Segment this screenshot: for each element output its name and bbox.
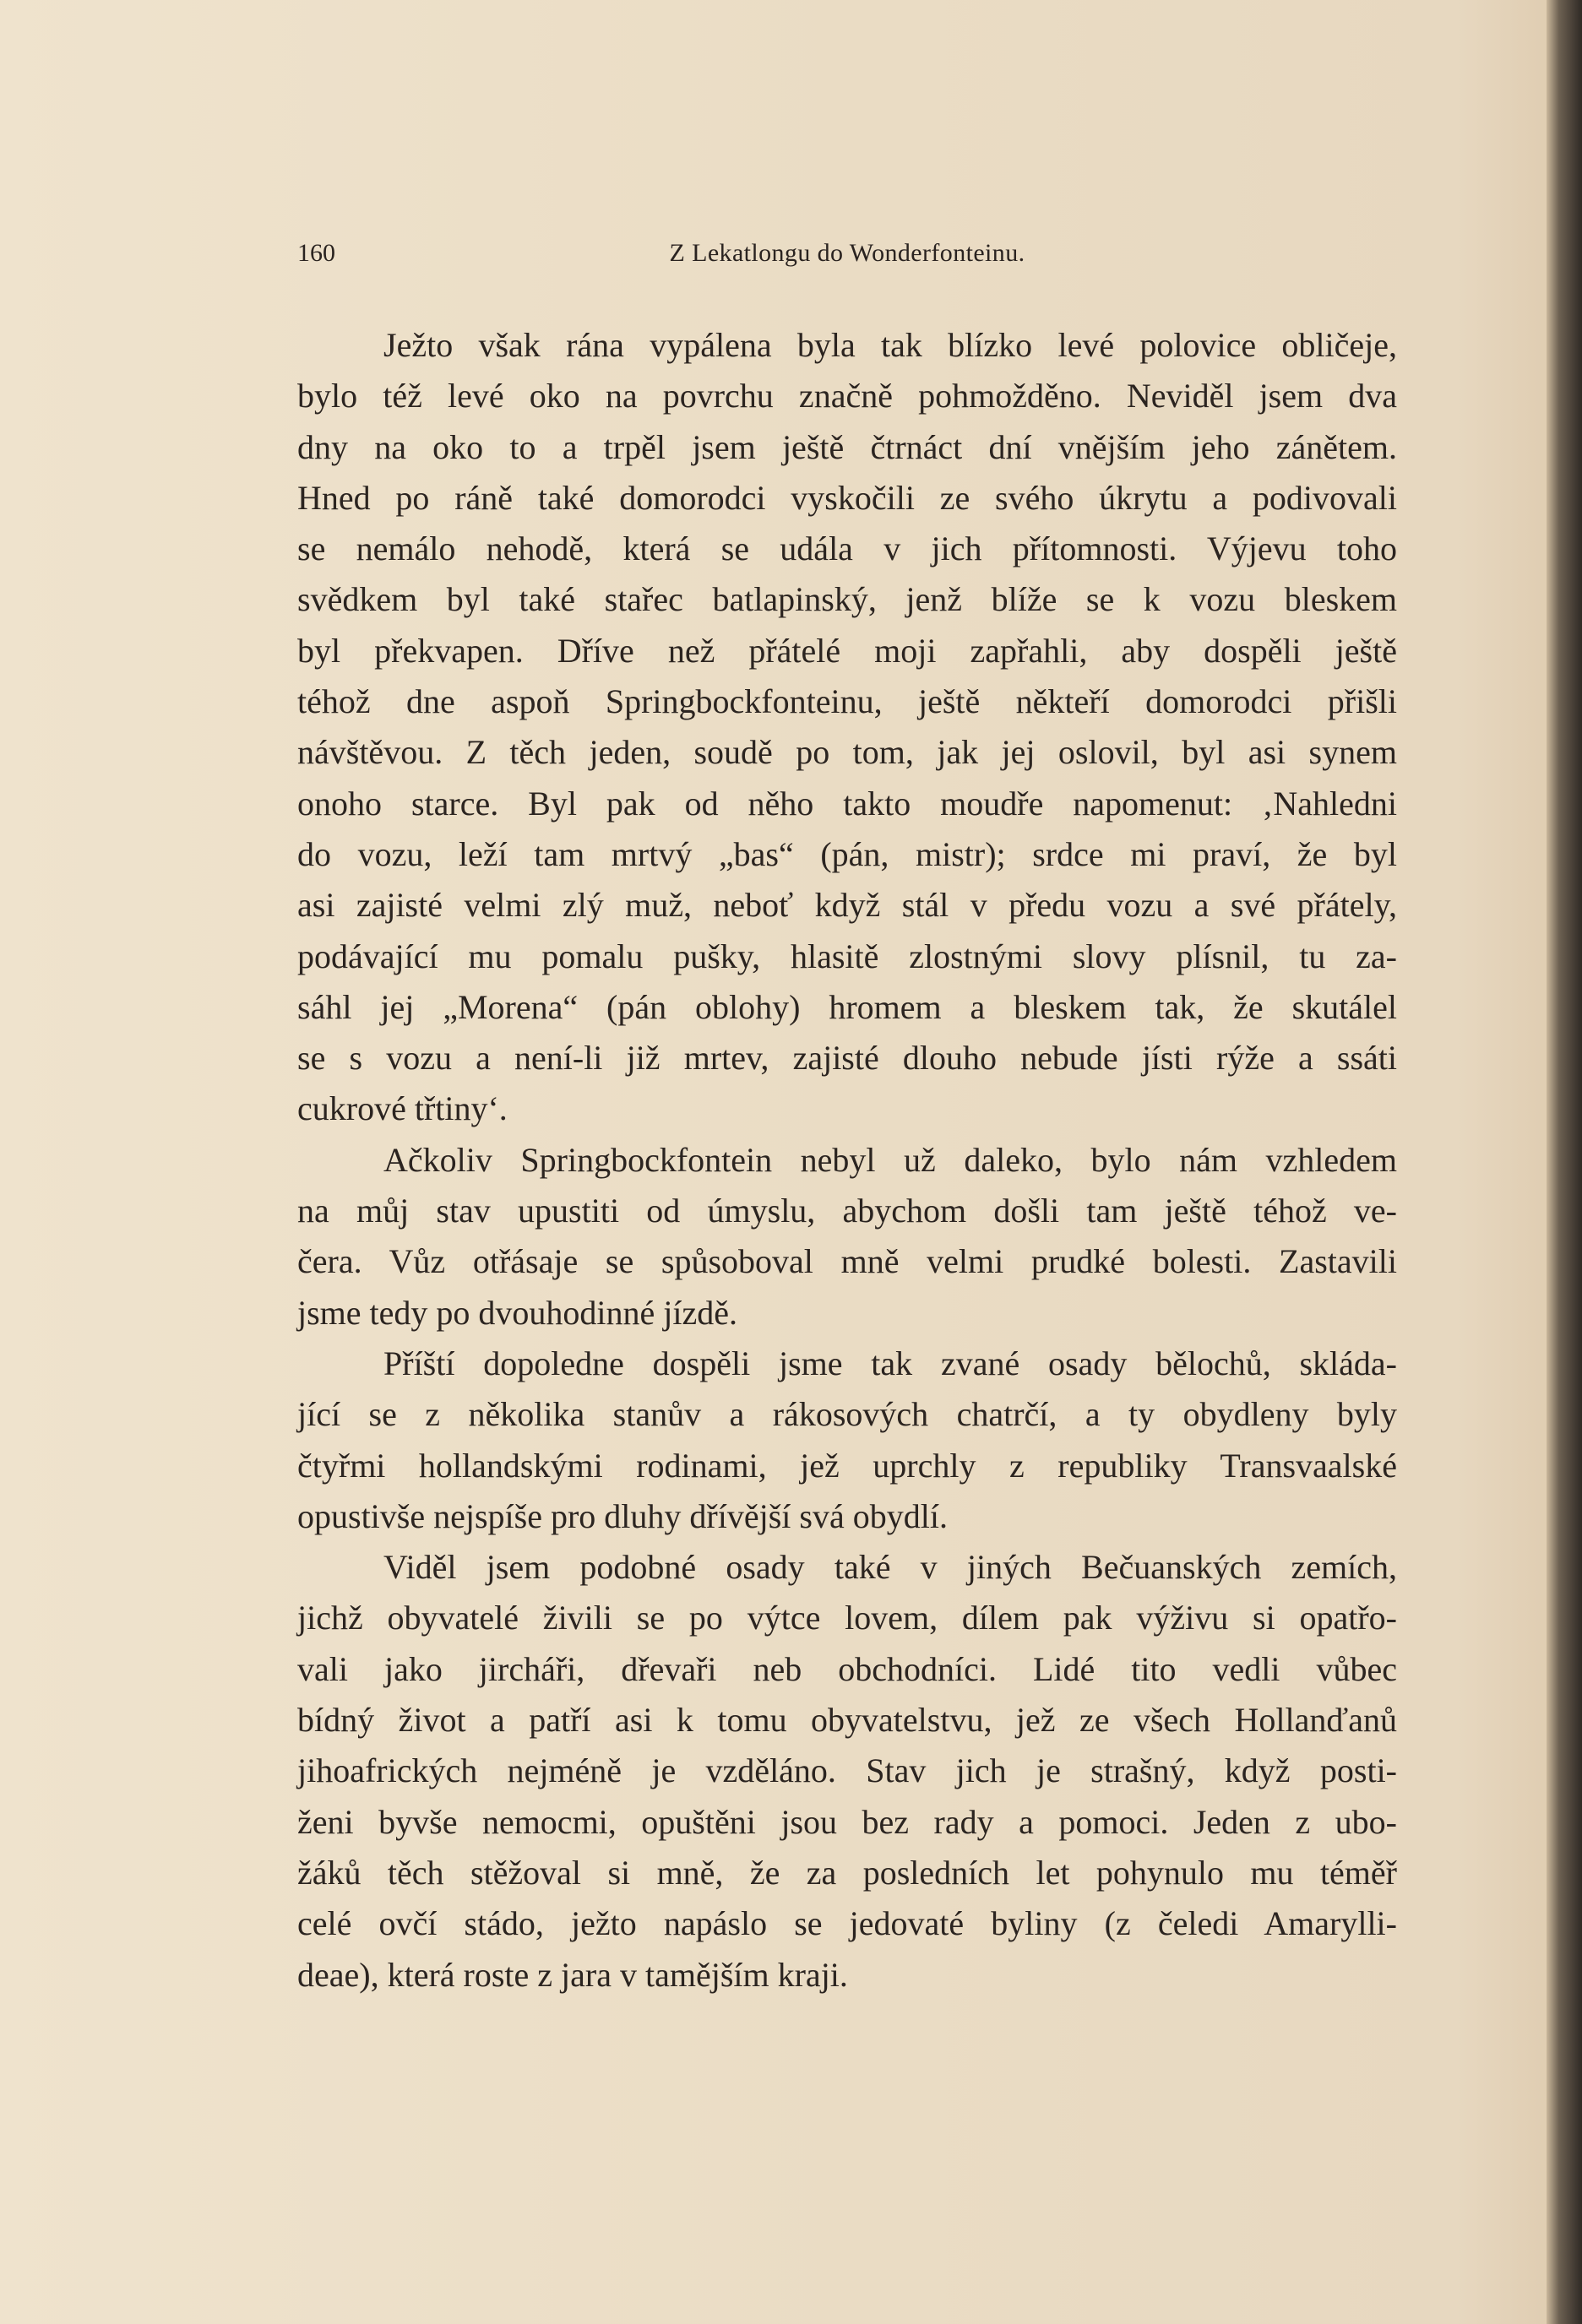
paragraph	[297, 1338, 1397, 1542]
paragraph	[297, 320, 1397, 1135]
paragraph	[297, 1135, 1397, 1338]
text-line: Viděl jsem podobné osady také v jiných Bečuanských zemích,	[383, 1548, 1397, 1587]
running-title: Z Lekatlongu do Wonderfonteinu.	[669, 239, 1025, 267]
text-line: Ježto však rána vypálena byla tak blízko levé polovice obličeje,	[383, 326, 1397, 364]
text-line: jichž obyvatelé živili se po výtce lovem, dílem pak výživu si opatřo-	[297, 1599, 1397, 1637]
text-line: se nemálo nehodě, která se udála v jich přítomnosti. Výjevu toho	[297, 529, 1397, 568]
page-number: 160	[297, 239, 335, 267]
text-line: Ačkoliv Springbockfontein nebyl už daleko, bylo nám vzhledem	[383, 1140, 1397, 1179]
text-line: asi zajisté velmi zlý muž, neboť když stál v předu vozu a své přátely,	[297, 886, 1397, 925]
text-line: čera. Vůz otřásaje se spůsoboval mně velmi prudké bolesti. Zastavili	[297, 1242, 1397, 1281]
text-line: na můj stav upustiti od úmyslu, abychom došli tam ještě téhož ve-	[297, 1192, 1397, 1230]
text-line: Hned po ráně také domorodci vyskočili ze svého úkrytu a podivovali	[297, 478, 1397, 517]
text-line: se s vozu a není-li již mrtev, zajisté dlouho nebude jísti rýže a ssáti	[297, 1039, 1397, 1078]
text-line: opustivše nejspíše pro dluhy dřívější svá obydlí.	[297, 1496, 948, 1535]
text-line: návštěvou. Z těch jeden, soudě po tom, jak jej oslovil, byl asi synem	[297, 733, 1397, 772]
paragraph	[297, 1542, 1397, 2001]
text-line: jihoafrických nejméně je vzděláno. Stav jich je strašný, když posti-	[297, 1751, 1397, 1790]
text-line: jsme tedy po dvouhodinné jízdě.	[297, 1293, 738, 1332]
text-line: bylo též levé oko na povrchu značně pohmožděno. Neviděl jsem dva	[297, 377, 1397, 415]
text-line: čtyřmi hollandskými rodinami, jež uprchly z republiky Transvaalské	[297, 1446, 1397, 1485]
text-line: sáhl jej „Morena“ (pán oblohy) hromem a bleskem tak, že skutálel	[297, 987, 1397, 1026]
text-line: Příští dopoledne dospěli jsme tak zvané osady bělochů, skláda-	[383, 1344, 1397, 1382]
text-line: téhož dne aspoň Springbockfonteinu, ještě někteří domorodci přišli	[297, 682, 1397, 721]
text-line: cukrové třtiny‘.	[297, 1089, 508, 1128]
page-edge-shadow	[1547, 0, 1582, 2324]
text-line: onoho starce. Byl pak od něho takto moudře napomenut: ‚Nahledni	[297, 784, 1397, 823]
text-line: ženi byvše nemocmi, opuštěni jsou bez rady a pomoci. Jeden z ubo-	[297, 1802, 1397, 1841]
text-line: žáků těch stěžoval si mně, že za posledních let pohynulo mu téměř	[297, 1853, 1397, 1892]
text-line: vali jako jircháři, dřevaři neb obchodníci. Lidé tito vedli vůbec	[297, 1649, 1397, 1688]
text-line: bídný život a patří asi k tomu obyvatelstvu, jež ze všech Hollanďanů	[297, 1701, 1397, 1740]
text-line: podávající mu pomalu pušky, hlasitě zlostnými slovy plísnil, tu za-	[297, 937, 1397, 975]
text-line: jící se z několika stanův a rákosových chatrčí, a ty obydleny byly	[297, 1395, 1397, 1434]
text-line: svědkem byl také stařec batlapinský, jenž blíže se k vozu bleskem	[297, 580, 1397, 619]
text-line: do vozu, leží tam mrtvý „bas“ (pán, mistr); srdce mi praví, že byl	[297, 834, 1397, 873]
text-line: celé ovčí stádo, ježto napáslo se jedovaté byliny (z čeledi Amarylli-	[297, 1904, 1397, 1943]
text-line: dny na oko to a trpěl jsem ještě čtrnáct dní vnějším jeho zánětem.	[297, 427, 1397, 466]
text-line: byl překvapen. Dříve než přátelé moji zapřahli, aby dospěli ještě	[297, 631, 1397, 670]
page-header	[297, 236, 1397, 270]
text-line: deae), která roste z jara v tamějším kraji.	[297, 1955, 848, 1994]
body-text	[297, 320, 1397, 2001]
